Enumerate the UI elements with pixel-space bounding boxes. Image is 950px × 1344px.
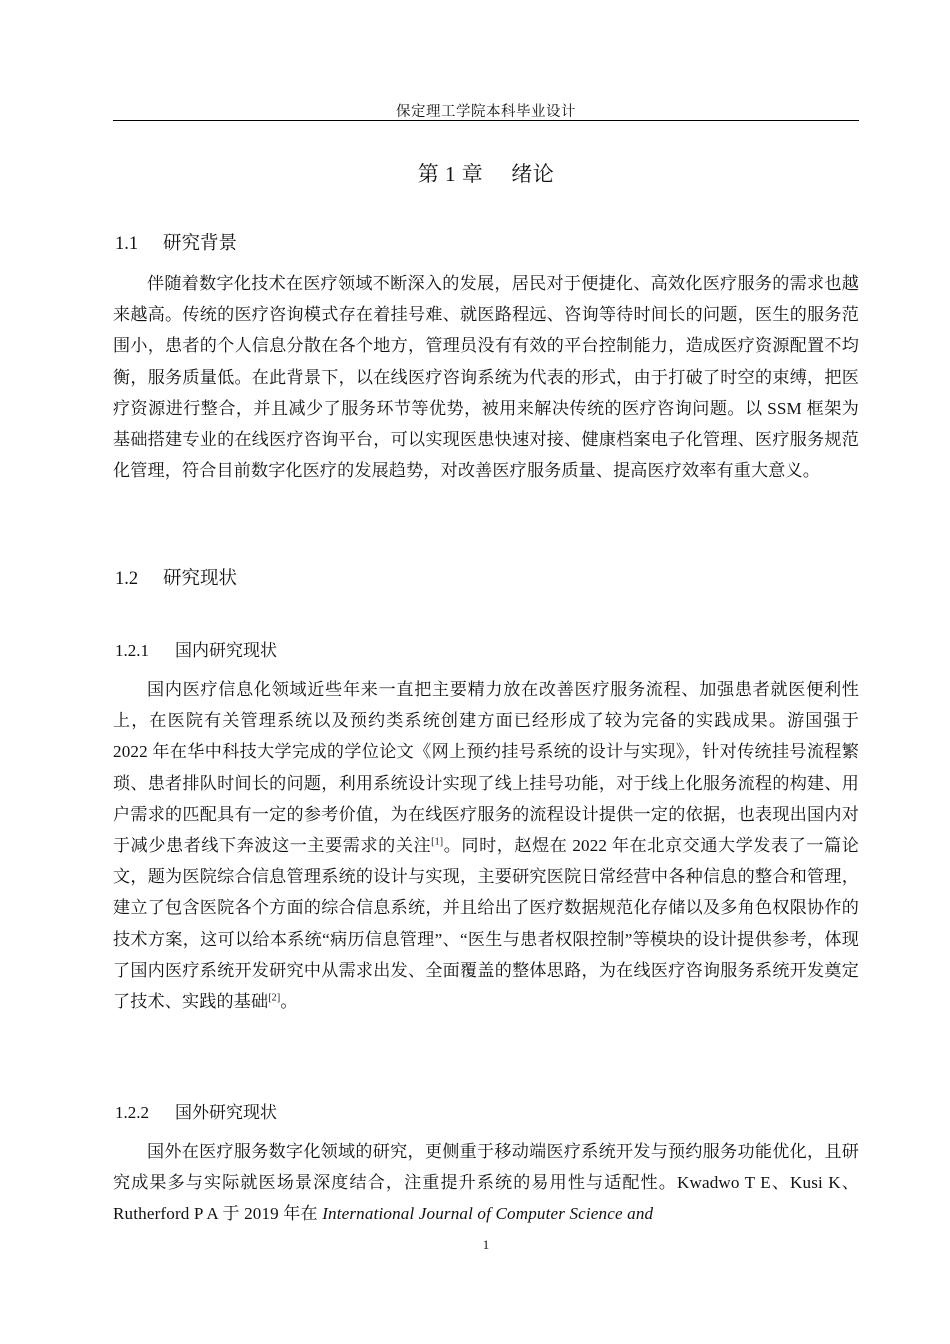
paragraph-text: 国内医疗信息化领域近些年来一直把主要精力放在改善医疗服务流程、加强患者就医便利性上，在医院有关管理系统以及预约类系统创建方面已经形成了较为完备的实践成果。游国强于 2022 年在华中科技大学完成的学位论文《网上预约挂号系统的设计与实现》，针对传统挂号流程繁琐、患者排队时间长的问题，利用系统设计实现了线上挂号功能，对于线上化服务流程的构建、用户需求的匹配具有一定的参考价值，为在线医疗服务的流程设计提供一定的依据，也表现出国内对于减少患者线下奔波这一主要需求的关注: [113, 680, 859, 856]
journal-title: International Journal of Computer Science and: [322, 1204, 654, 1224]
section-heading-1-2-2: [115, 1098, 277, 1123]
section-heading-1-2-1: [115, 636, 277, 661]
section-title: 国内研究现状: [175, 641, 277, 661]
page-number: 1: [482, 1237, 490, 1252]
section-heading-1-1: [115, 229, 237, 255]
section-number: 1.2: [115, 569, 139, 589]
citation-1: [1]: [431, 836, 444, 848]
page-header: 保定理工学院本科毕业设计: [396, 104, 576, 120]
section-title: 研究现状: [163, 568, 238, 589]
chapter-name: 绪论: [511, 162, 555, 186]
section-number: 1.2.2: [115, 1103, 149, 1122]
paragraph-text: 。同时，赵煜在 2022 年在北京交通大学发表了一篇论文，题为医院综合信息管理系统的设计与实现，主要研究医院日常经营中各种信息的整合和管理，建立了包含医院各个方面的综合信息系统，并且给出了医疗数据规范化存储以及多角色权限协作的技术方案，这可以给本系统“病历信息管理”、“医生与患者权限控制”等模块的设计提供参考，体现了国内医疗系统开发研究中从需求出发、全面覆盖的整体思路，为在线医疗咨询服务系统开发奠定了技术、实践的基础: [113, 836, 859, 1012]
section-title: 研究背景: [163, 233, 238, 254]
header-rule: [113, 120, 859, 121]
paragraph-text: 。: [280, 992, 298, 1012]
section-number: 1.2.1: [115, 641, 149, 660]
section-heading-1-2: [115, 564, 237, 590]
paragraph-text: 国外在医疗服务数字化领域的研究，更侧重于移动端医疗系统开发与预约服务功能优化，且研究成果多与实际就医场景深度结合，注重提升系统的易用性与适配性。Kwadwo T E、Kusi K、Rutherford P A 于 2019 年在: [113, 1142, 859, 1224]
paragraph-foreign: [113, 1136, 859, 1230]
chapter-title: [113, 158, 859, 188]
paragraph-background: 伴随着数字化技术在医疗领域不断深入的发展，居民对于便捷化、高效化医疗服务的需求也越来越高。传统的医疗咨询模式存在着挂号难、就医路程远、咨询等待时间长的问题，医生的服务范围小，患者的个人信息分散在各个地方，管理员没有有效的平台控制能力，造成医疗资源配置不均衡，服务质量低。在此背景下，以在线医疗咨询系统为代表的形式，由于打破了时空的束缚，把医疗资源进行整合，并且减少了服务环节等优势，被用来解决传统的医疗咨询问题。以 SSM 框架为基础搭建专业的在线医疗咨询平台，可以实现医患快速对接、健康档案电子化管理、医疗服务规范化管理，符合目前数字化医疗的发展趋势，对改善医疗服务质量、提高医疗效率有重大意义。: [113, 274, 859, 481]
section-title: 国外研究现状: [175, 1103, 277, 1123]
chapter-number: 第 1 章: [417, 162, 484, 186]
citation-2: [2]: [268, 992, 281, 1004]
section-number: 1.1: [115, 234, 139, 254]
paragraph-domestic: [113, 674, 859, 1017]
